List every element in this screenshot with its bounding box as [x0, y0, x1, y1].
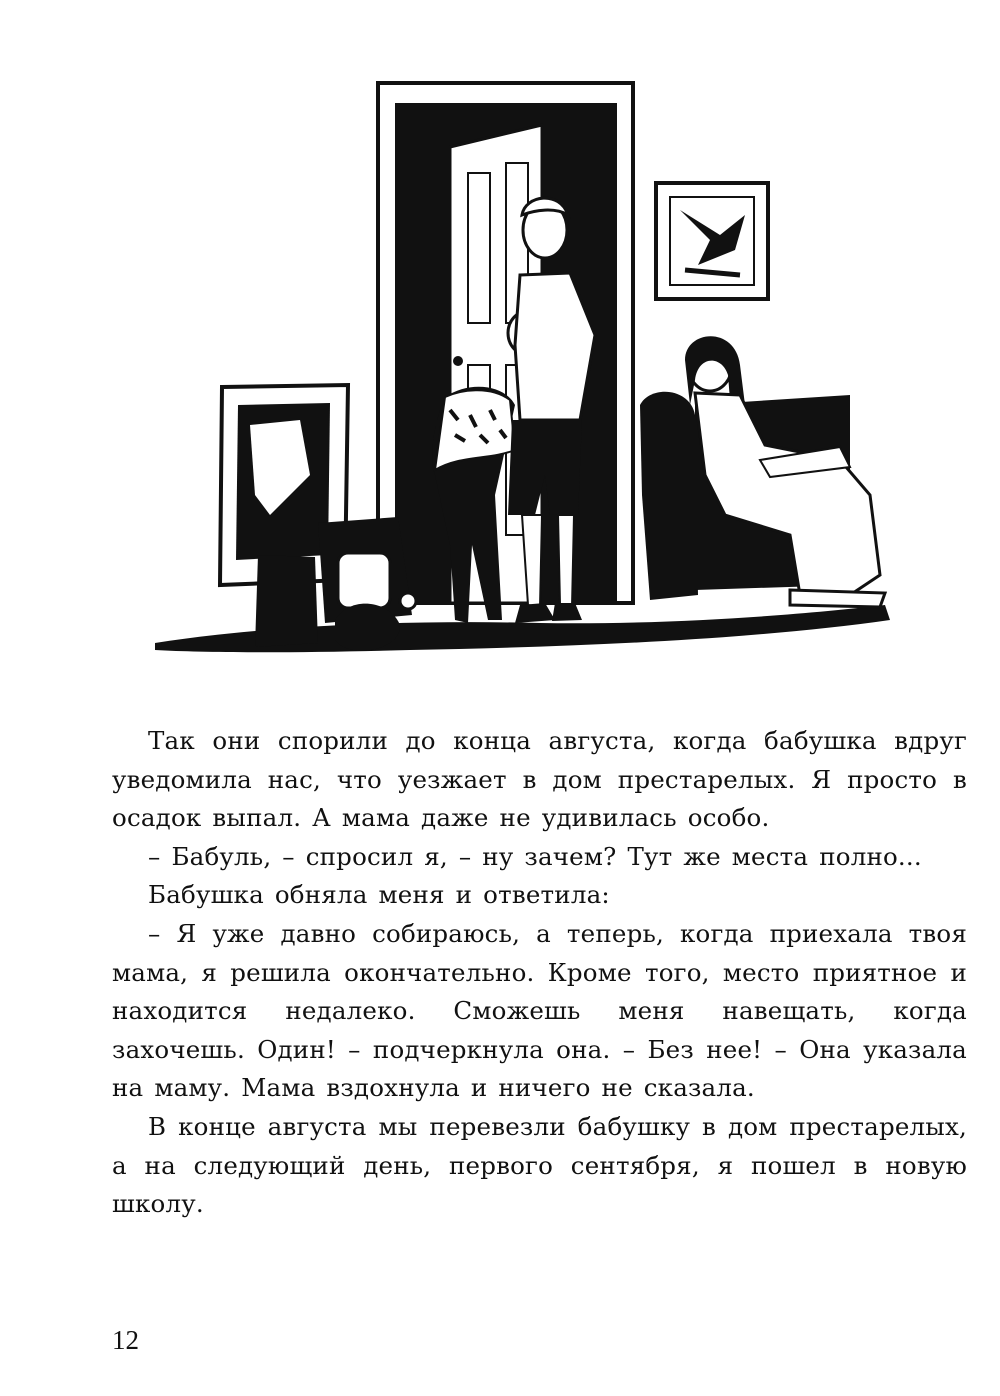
sofa: [640, 392, 698, 600]
boy-shoes: [515, 603, 582, 623]
paragraph: Так они спорили до конца августа, когда бабушка вдруг уведомила нас, что уезжает в дом престарелых. Я просто в осадок выпал. А мама даже не удивилась особо.: [112, 726, 967, 833]
paragraph: В конце августа мы перевезли бабушку в дом престарелых, а на следующий день, первого сентября, я пошел в новую школу.: [112, 1111, 967, 1219]
paragraph: – Бабуль, – спросил я, – ну зачем? Тут же места полно...: [148, 841, 922, 871]
illustration-family-farewell: [150, 75, 895, 670]
suitcase-black: [255, 555, 318, 647]
page-number: 12: [112, 1325, 139, 1355]
paragraph: Бабушка обняла меня и ответила:: [148, 880, 610, 910]
paragraph: – Я уже давно собираюсь, а теперь, когда приехала твоя мама, я решила окончательно. Кроме того, место приятное и находится недалеко. Сможешь меня навещать, когда захочешь. Один! – подчеркнула она. – Без нее! – Она указала на маму. Мама вздохнула и ничего не сказала.: [112, 918, 967, 1103]
suitcase-white: [338, 553, 390, 608]
body-text: [112, 722, 967, 1224]
door-knob: [453, 356, 463, 366]
